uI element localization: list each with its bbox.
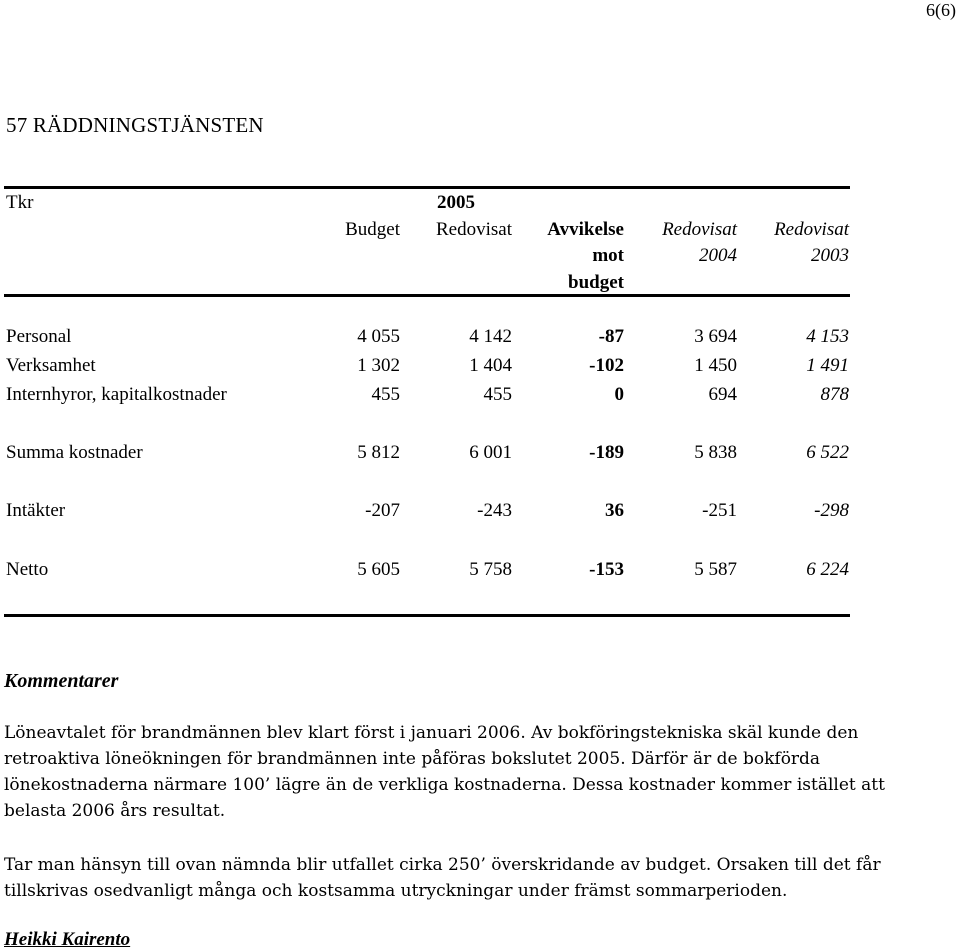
cell-redovisat: -243 bbox=[477, 500, 512, 521]
cell-redovisat: 1 404 bbox=[469, 355, 512, 376]
cell-budget: 4 055 bbox=[357, 326, 400, 347]
row-label: Internhyror, kapitalkostnader bbox=[6, 384, 227, 405]
cell-avvikelse: -87 bbox=[598, 326, 624, 347]
header-unit-label: Tkr bbox=[6, 192, 34, 213]
table-bottom-rule bbox=[4, 614, 850, 617]
row-label: Summa kostnader bbox=[6, 442, 143, 463]
table-header-rule bbox=[4, 294, 850, 297]
cell-budget: 455 bbox=[371, 384, 400, 405]
cell-red2003: 878 bbox=[820, 384, 849, 405]
cell-avvikelse: -153 bbox=[589, 559, 624, 580]
comment-paragraph: Löneavtalet för brandmännen blev klart först i januari 2006. Av bokföringstekniska skäl kunde den retroaktiva löneökningen för brandmännen inte påföras bokslutet 2005. Därför är de bokförda lönekostnaderna närmare 100’ lägre än de verkliga kostnaderna. Dessa kostnader kommer istället att belasta 2006 års resultat. bbox=[4, 723, 885, 821]
header-red2003-line1: Redovisat bbox=[774, 219, 849, 240]
cell-red2004: 3 694 bbox=[694, 326, 737, 347]
cell-redovisat: 4 142 bbox=[469, 326, 512, 347]
cell-avvikelse: 0 bbox=[614, 384, 624, 405]
cell-redovisat: 5 758 bbox=[469, 559, 512, 580]
signature: Heikki Kairento bbox=[4, 929, 131, 950]
cell-avvikelse: 36 bbox=[605, 500, 624, 521]
cell-red2003: 6 522 bbox=[806, 442, 849, 463]
header-redovisat: Redovisat bbox=[436, 219, 512, 240]
cell-budget: -207 bbox=[365, 500, 400, 521]
cell-red2004: 1 450 bbox=[694, 355, 737, 376]
row-label: Verksamhet bbox=[6, 355, 96, 376]
cell-red2004: 5 838 bbox=[694, 442, 737, 463]
cell-budget: 5 605 bbox=[357, 559, 400, 580]
header-budget: Budget bbox=[345, 219, 400, 240]
cell-budget: 1 302 bbox=[357, 355, 400, 376]
cell-red2004: -251 bbox=[702, 500, 737, 521]
header-red2004-line1: Redovisat bbox=[662, 219, 737, 240]
row-label: Netto bbox=[6, 559, 49, 580]
header-red2004-line2: 2004 bbox=[699, 245, 737, 266]
header-year: 2005 bbox=[437, 192, 475, 213]
cell-avvikelse: -189 bbox=[589, 442, 624, 463]
cell-redovisat: 6 001 bbox=[469, 442, 512, 463]
cell-red2003: 4 153 bbox=[806, 326, 849, 347]
comments-heading: Kommentarer bbox=[4, 670, 119, 692]
cell-avvikelse: -102 bbox=[589, 355, 624, 376]
cell-red2004: 694 bbox=[708, 384, 737, 405]
cell-red2003: 6 224 bbox=[806, 559, 849, 580]
header-avvikelse-line1: Avvikelse bbox=[547, 219, 624, 240]
header-red2003-line2: 2003 bbox=[811, 245, 849, 266]
cell-redovisat: 455 bbox=[483, 384, 512, 405]
page-number: 6(6) bbox=[926, 0, 956, 20]
table-top-rule bbox=[4, 186, 850, 189]
comment-paragraph: Tar man hänsyn till ovan nämnda blir utfallet cirka 250’ överskridande av budget. Orsaken till det får tillskrivas osedvanligt många och kostsamma utryckningar under främst sommarperioden. bbox=[4, 855, 881, 901]
cell-budget: 5 812 bbox=[357, 442, 400, 463]
row-label: Personal bbox=[6, 326, 72, 347]
header-avvikelse-line2: mot bbox=[592, 245, 624, 266]
header-avvikelse-line3: budget bbox=[568, 272, 624, 293]
cell-red2004: 5 587 bbox=[694, 559, 737, 580]
section-title: 57 RÄDDNINGSTJÄNSTEN bbox=[6, 113, 264, 137]
cell-red2003: -298 bbox=[814, 500, 849, 521]
row-label: Intäkter bbox=[6, 500, 66, 521]
cell-red2003: 1 491 bbox=[806, 355, 849, 376]
